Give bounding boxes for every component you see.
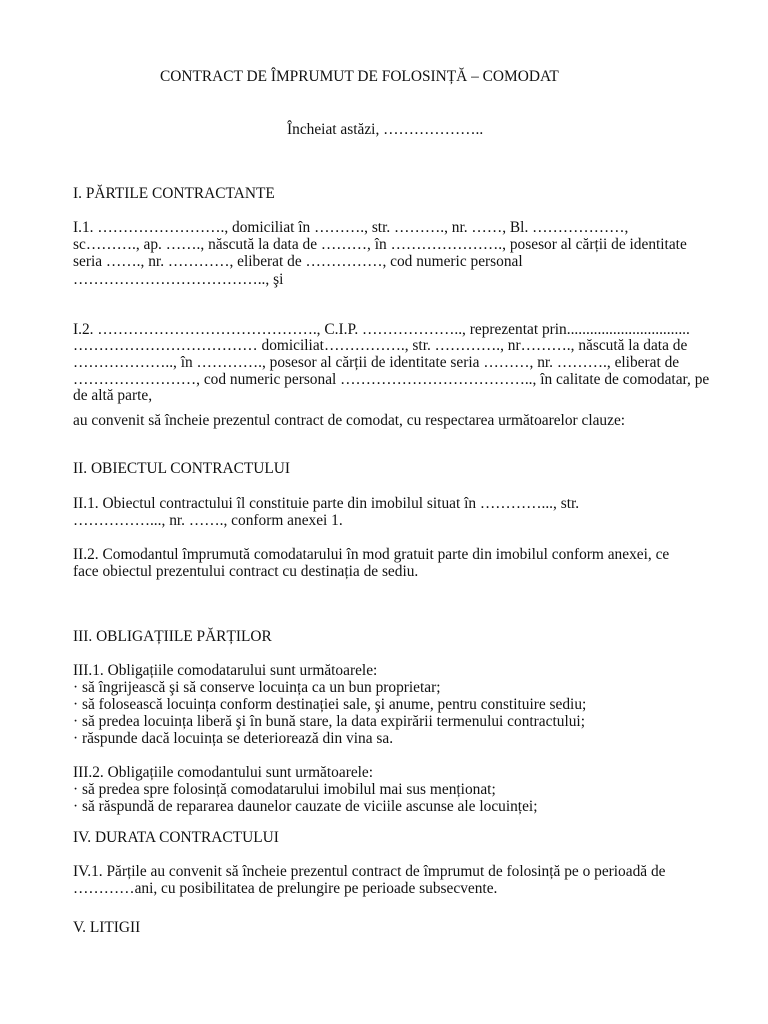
clause-line: …………ani, cu posibilitatea de prelungire pe perioade subsecvente. [73, 880, 498, 897]
section-heading-duration: IV. DURATA CONTRACTULUI [73, 829, 279, 846]
bullet-item: · să predea spre folosință comodatarului imobilul mai sus menționat; [73, 781, 496, 798]
party1-line: sc………., ap. ……., născută la data de ………, în …………………., posesor al cărții de identitate [73, 236, 687, 253]
party1-line: seria ……., nr. …………, eliberat de ……………, cod numeric personal [73, 253, 523, 270]
section-heading-object: II. OBIECTUL CONTRACTULUI [73, 460, 291, 477]
bullet-item: · să predea locuința liberă şi în bună stare, la data expirării termenului contractului; [73, 713, 585, 730]
clause-line: II.1. Obiectul contractului îl constituie parte din imobilul situat în …………..., str. [73, 495, 580, 512]
clause-line: IV.1. Părțile au convenit să încheie prezentul contract de împrumut de folosință pe o perioadă de [73, 863, 666, 880]
agreement-line: au convenit să încheie prezentul contract de comodat, cu respectarea următoarelor clauze: [73, 412, 626, 429]
clause-line: II.2. Comodantul împrumută comodatarului în mod gratuit parte din imobilul conform anexei, ce [73, 546, 670, 563]
party1-line: I.1. ……………………., domiciliat în ………., str. ………., nr. ……, Bl. ………………, [73, 219, 629, 236]
party1-line: ……………………………….., şi [73, 271, 284, 288]
clause-line: face obiectul prezentului contract cu destinația de sediu. [73, 563, 419, 580]
party2-line: ……………………………… domiciliat……………., str. …………., nr………., născută la data de [73, 337, 688, 354]
clause-intro: III.1. Obligațiile comodatarului sunt următoarele: [73, 662, 378, 679]
party2-line: I.2. ……………………………………., C.I.P. ……………….., reprezentat prin................................ [73, 321, 690, 338]
party2-line: de altă parte, [73, 387, 153, 404]
concluded-date-line: Încheiat astăzi, ……………….. [287, 121, 484, 138]
party2-line: ……………………, cod numeric personal ……………………………….., în calitate de comodatar, pe [73, 371, 710, 388]
bullet-item: · să îngrijească şi să conserve locuința ca un bun proprietar; [73, 679, 441, 696]
clause-intro: III.2. Obligațiile comodantului sunt următoarele: [73, 764, 374, 781]
clause-line: ……………..., nr. ……., conform anexei 1. [73, 512, 343, 529]
section-heading-parties: I. PĂRTILE CONTRACTANTE [73, 185, 275, 202]
section-heading-obligations: III. OBLIGAȚIILE PĂRȚILOR [73, 628, 272, 645]
bullet-item: · să folosească locuința conform destinației sale, şi anume, pentru constituire sediu; [73, 696, 587, 713]
bullet-item: · răspunde dacă locuința se deteriorează din vina sa. [73, 730, 394, 747]
bullet-item: · să răspundă de repararea daunelor cauzate de viciile ascunse ale locuinței; [73, 798, 538, 815]
document-title: CONTRACT DE ÎMPRUMUT DE FOLOSINȚĂ – COMODAT [160, 68, 559, 85]
party2-line: ……………….., în …………., posesor al cărții de identitate seria ………, nr. ………., eliberat de [73, 354, 680, 371]
section-heading-disputes: V. LITIGII [73, 919, 141, 936]
